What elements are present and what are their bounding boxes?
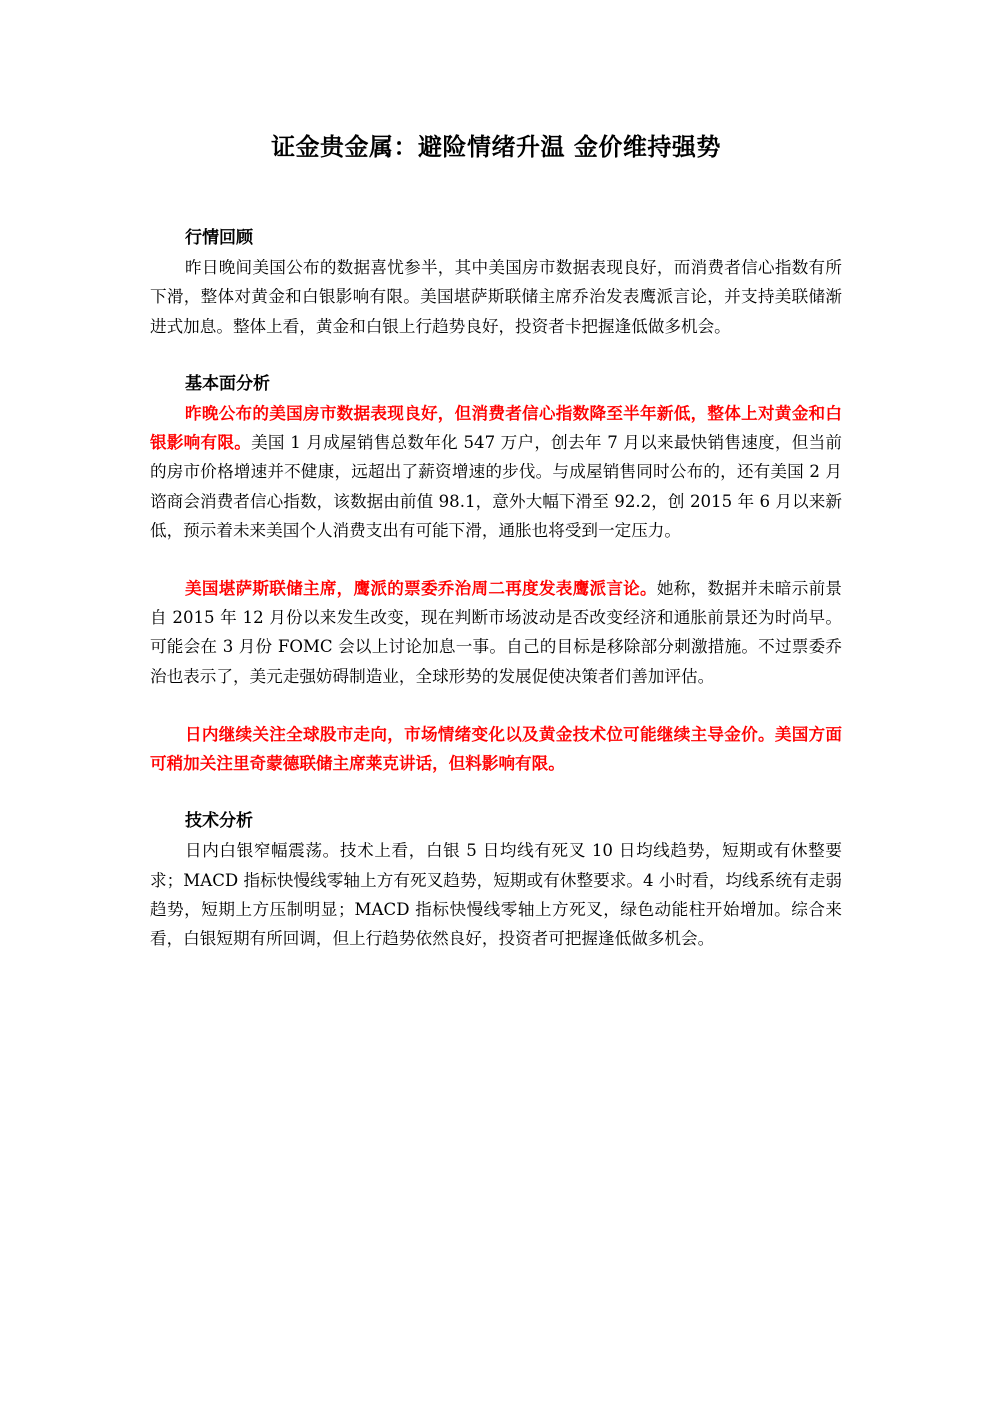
section-heading-technical: 技术分析 [185, 811, 253, 832]
section-heading-review: 行情回顾 [185, 228, 253, 248]
fundamental-paragraph-2 [150, 574, 842, 691]
fundamental-highlight-2: 美国堪萨斯联储主席，鹰派的票委乔治周二再度发表鹰派言论。 [185, 579, 657, 599]
fundamental-body-1: 美国 1 月成屋销售总数年化 547 万户，创去年 7 月以来最快销售速度，但当前的房市价格增速并不健康，远超出了薪资增速的步伐。与成屋销售同时公布的，还有美国 2 月谘商会消费者信心指数，该数据由前值 98.1，意外大幅下滑至 92.2，创 2015 年 6 月以来新低，预示着未来美国个人消费支出有可能下滑，通胀也将受到一定压力。 [150, 433, 843, 540]
fundamental-paragraph-3 [150, 720, 842, 778]
fundamental-paragraph-1 [150, 399, 842, 545]
review-paragraph: 昨日晚间美国公布的数据喜忧参半，其中美国房市数据表现良好，而消费者信心指数有所下滑，整体对黄金和白银影响有限。美国堪萨斯联储主席乔治发表鹰派言论，并支持美联储渐进式加息。整体上看，黄金和白银上行趋势良好，投资者卡把握逢低做多机会。 [150, 258, 842, 336]
section-gap [150, 778, 842, 807]
paragraph-gap [150, 545, 842, 574]
fundamental-highlight-1: 昨晚公布的美国房市数据表现良好，但消费者信心指数降至半年新低，整体上对黄金和白银影响有限。 [150, 404, 842, 453]
paragraph-gap [150, 691, 842, 720]
section-heading-fundamental: 基本面分析 [185, 373, 270, 394]
document-title: 证金贵金属：避险情绪升温 金价维持强势 [271, 133, 721, 161]
section-gap [150, 341, 842, 370]
technical-paragraph: 日内白银窄幅震荡。技术上看，白银 5 日均线有死叉 10 日均线趋势，短期或有休整要求；MACD 指标快慢线零轴上方有死叉趋势，短期或有休整要求。4 小时看，均线系统有走弱趋势，短期上方压制明显；MACD 指标快慢线零轴上方死叉，绿色动能柱开始增加。综合来看，白银短期有所回调，但上行趋势依然良好，投资者可把握逢低做多机会。 [150, 841, 842, 949]
document-body [150, 224, 842, 953]
fundamental-highlight-3: 日内继续关注全球股市走向，市场情绪变化以及黄金技术位可能继续主导金价。美国方面可稍加关注里奇蒙德联储主席莱克讲话，但料影响有限。 [150, 724, 842, 774]
fundamental-body-2: 她称，数据并未暗示前景自 2015 年 12 月份以来发生改变，现在判断市场波动是否改变经济和通胀前景还为时尚早。可能会在 3 月份 FOMC 会以上讨论加息一事。自己的目标是移除部分刺激措施。不过票委乔治也表示了，美元走强妨碍制造业，全球形势的发展促使决策者们善加评估。 [150, 579, 843, 686]
